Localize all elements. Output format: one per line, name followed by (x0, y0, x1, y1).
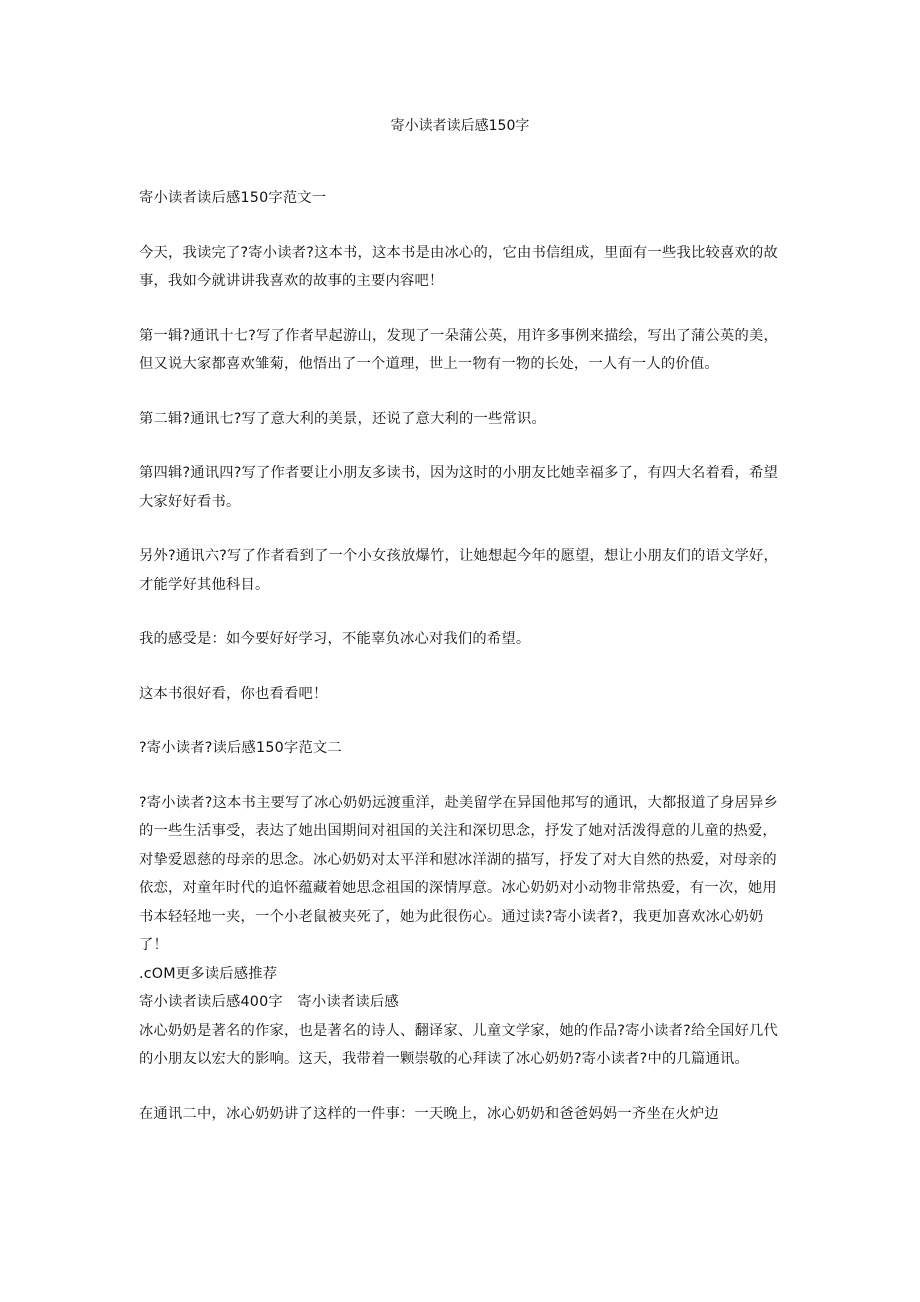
related-titles: 寄小读者读后感400字 寄小读者读后感 (139, 994, 399, 1010)
paragraph: 第四辑?通讯四?写了作者要让小朋友多读书，因为这时的小朋友比她幸福多了，有四大名着看，希望大家好好看书。 (139, 465, 778, 510)
paragraph: 第一辑?通讯十七?写了作者早起游山，发现了一朵蒲公英，用许多事例来描绘，写出了蒲公英的美，但又说大家都喜欢雏菊，他悟出了一个道理，世上一物有一物的长处，一人有一人的价值。 (139, 327, 778, 372)
paragraph: 在通讯二中，冰心奶奶讲了这样的一件事：一天晚上，冰心奶奶和爸爸妈妈一齐坐在火炉边 (139, 1105, 719, 1122)
paragraph: ?寄小读者?这本书主要写了冰心奶奶远渡重洋，赴美留学在异国他邦写的通讯，大都报道了身居异乡的一些生活事受，表达了她出国期间对祖国的关注和深切思念，抒发了她对活泼得意的儿童的热爱，对挚爱恩慈的母亲的思念。冰心奶奶对太平洋和慰冰洋湖的描写，抒发了对大自然的热爱，对母亲的依恋，对童年时代的追怀蕴藏着她思念祖国的深情厚意。冰心奶奶对小动物非常热爱，有一次，她用书本轻轻地一夹，一个小老鼠被夹死了，她为此很伤心。通过读?寄小读者?，我更加喜欢冰心奶奶了！ (139, 794, 778, 953)
paragraph: 今天，我读完了?寄小读者?这本书，这本书是由冰心的，它由书信组成，里面有一些我比较喜欢的故事，我如今就讲讲我喜欢的故事的主要内容吧！ (139, 244, 778, 289)
paragraph: 冰心奶奶是著名的作家，也是著名的诗人、翻译家、儿童文学家，她的作品?寄小读者?给全国好几代的小朋友以宏大的影响。这天，我带着一颗崇敬的心拜读了冰心奶奶?寄小读者?中的几篇通讯。 (139, 1022, 778, 1067)
paragraph: 第二辑?通讯七?写了意大利的美景，还说了意大利的一些常识。 (139, 410, 546, 427)
page-title: 寄小读者读后感150字 (390, 118, 530, 134)
paragraph: 这本书很好看，你也看看吧！ (139, 685, 328, 702)
document-body (139, 184, 787, 1128)
section-heading-1: 寄小读者读后感150字范文一 (139, 190, 327, 206)
paragraph: 另外?通讯六?写了作者看到了一个小女孩放爆竹，让她想起今年的愿望，想让小朋友们的语文学好，才能学好其他科目。 (139, 548, 778, 593)
recommend-line: .cOM更多读后感推荐 (139, 965, 278, 982)
section-heading-2: ?寄小读者?读后感150字范文二 (139, 740, 342, 756)
paragraph: 我的感受是：如今要好好学习，不能辜负冰心对我们的希望。 (139, 631, 531, 647)
